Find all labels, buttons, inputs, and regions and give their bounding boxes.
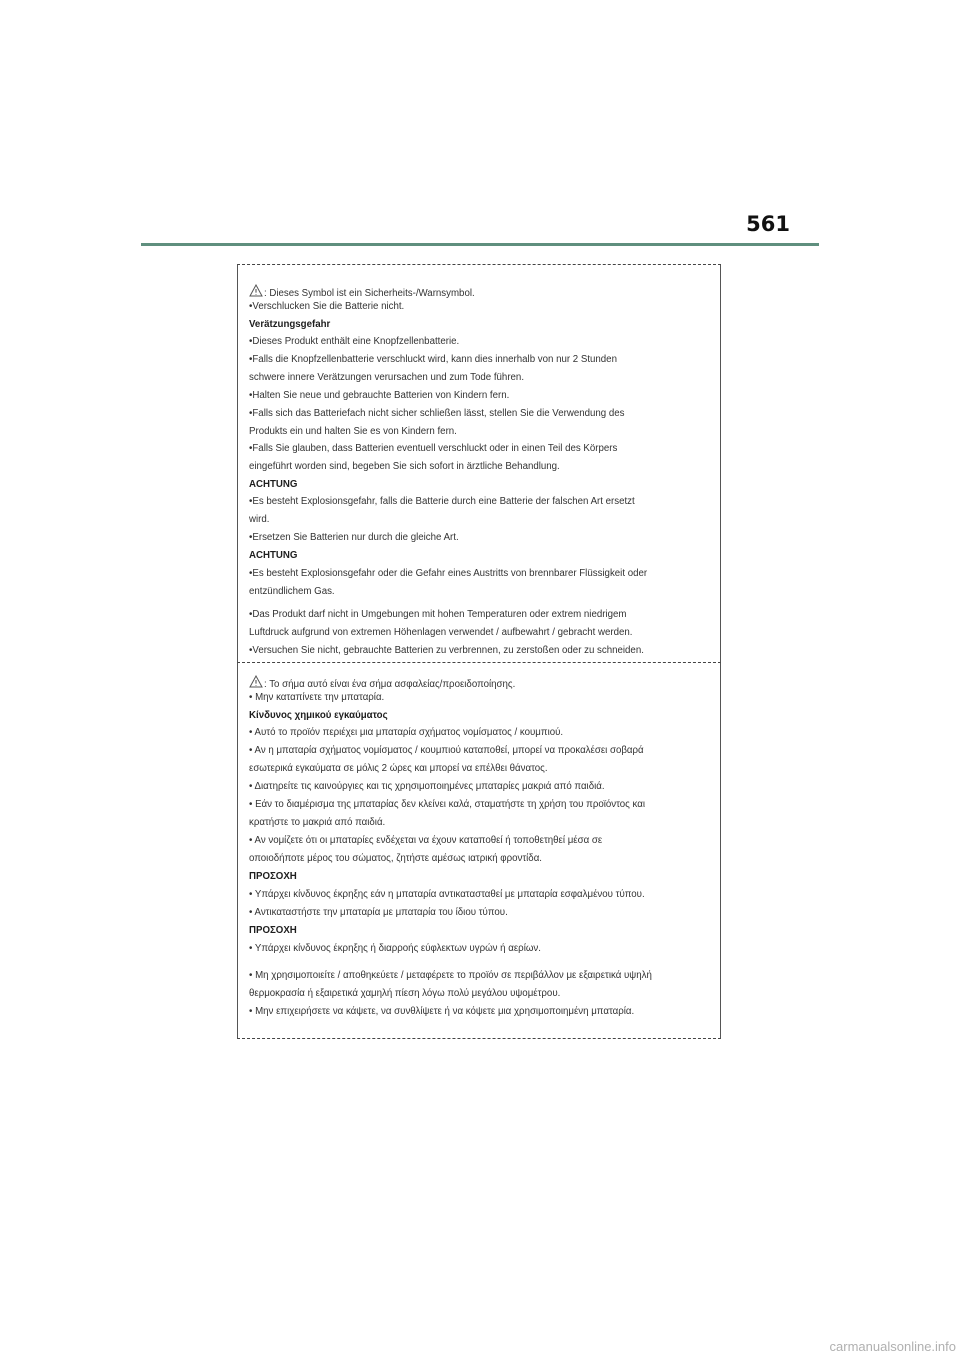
line-text: •Halten Sie neue und gebrauchte Batterien von Kindern fern. — [249, 390, 510, 401]
line-text: •Es besteht Explosionsgefahr oder die Gefahr eines Austritts von brennbarer Flüssigkeit oder — [249, 568, 648, 579]
line-text: ΠΡΟΣΟΧΗ — [249, 925, 297, 936]
line-text: • Αν νομίζετε ότι οι μπαταρίες ενδέχεται να έχουν καταποθεί ή τοποθετηθεί μέσα σε — [249, 835, 603, 846]
line-text: •Es besteht Explosionsgefahr, falls die Batterie durch eine Batterie der falschen Art ersetzt — [249, 496, 635, 507]
warning-text-line — [249, 336, 459, 348]
line-text: • Διατηρείτε τις καινούργιες και τις χρησιμοποιημένες μπαταρίες μακριά από παιδιά. — [249, 781, 605, 792]
warning-text-line — [249, 970, 652, 982]
warning-text-line — [249, 354, 617, 366]
warning-text-line — [249, 390, 509, 402]
warning-text-line — [249, 301, 404, 313]
line-text: εσωτερικά εγκαύματα σε μόλις 2 ώρες και μπορεί να επέλθει θάνατος. — [249, 763, 548, 774]
line-text: • Μην επιχειρήσετε να κάψετε, να συνθλίψετε ή να κόψετε μια χρησιμοποιημένη μπαταρία. — [249, 1006, 635, 1017]
line-text: • Μην καταπίνετε την μπαταρία. — [249, 692, 385, 703]
warning-text-line — [249, 889, 645, 901]
line-text: • Αντικαταστήστε την μπαταρία με μπαταρία του ίδιου τύπου. — [249, 907, 508, 918]
german-warning-panel — [237, 264, 721, 662]
line-text: Verätzungsgefahr — [249, 319, 331, 330]
line-text: οποιοδήποτε μέρος του σώματος, ζητήστε αμέσως ιατρική φροντίδα. — [249, 853, 542, 864]
warning-text-line — [249, 443, 617, 455]
warning-text-line — [249, 943, 541, 955]
line-text: •Verschlucken Sie die Batterie nicht. — [249, 301, 405, 312]
line-text: ACHTUNG — [249, 550, 298, 561]
section-heading — [249, 550, 297, 562]
warning-text-line — [249, 675, 515, 691]
warning-triangle-icon — [249, 284, 263, 297]
page-number: 561 — [746, 212, 790, 236]
line-text: •Versuchen Sie nicht, gebrauchte Batterien zu verbrennen, zu zerstoßen oder zu schneiden. — [249, 645, 644, 656]
section-heading — [249, 479, 297, 491]
line-text: : Dieses Symbol ist ein Sicherheits-/Warnsymbol. — [264, 288, 475, 299]
section-heading — [249, 925, 297, 937]
line-text: schwere innere Verätzungen verursachen und zum Tode führen. — [249, 372, 525, 383]
line-text: ACHTUNG — [249, 479, 298, 490]
warning-text-line — [249, 817, 385, 829]
warning-text-line — [249, 727, 563, 739]
line-text: •Dieses Produkt enthält eine Knopfzellenbatterie. — [249, 336, 460, 347]
warning-text-line — [249, 1006, 634, 1018]
line-text: •Das Produkt darf nicht in Umgebungen mit hohen Temperaturen oder extrem niedrigem — [249, 609, 627, 620]
line-text: •Falls Sie glauben, dass Batterien eventuell verschluckt oder in einen Teil des Körpers — [249, 443, 618, 454]
warning-text-line — [249, 461, 560, 473]
line-text: : Το σήμα αυτό είναι ένα σήμα ασφαλείας/προειδοποίησης. — [264, 679, 516, 690]
line-text: •Falls die Knopfzellenbatterie verschluckt wird, kann dies innerhalb von nur 2 Stunden — [249, 354, 617, 365]
warning-text-line — [249, 408, 624, 420]
warning-text-line — [249, 907, 508, 919]
line-text: ΠΡΟΣΟΧΗ — [249, 871, 297, 882]
warning-text-line — [249, 745, 644, 757]
warning-text-line — [249, 496, 635, 508]
warning-text-line — [249, 645, 644, 657]
line-text: • Υπάρχει κίνδυνος έκρηξης ή διαρροής εύφλεκτων υγρών ή αερίων. — [249, 943, 541, 954]
line-text: entzündlichem Gas. — [249, 586, 335, 597]
warning-text-line — [249, 426, 457, 438]
line-text: •Ersetzen Sie Batterien nur durch die gleiche Art. — [249, 532, 459, 543]
section-heading — [249, 710, 388, 722]
warning-text-line — [249, 514, 269, 526]
line-text: wird. — [249, 514, 270, 525]
line-text: • Μη χρησιμοποιείτε / αποθηκεύετε / μεταφέρετε το προϊόν σε περιβάλλον με εξαιρετικά υψηλή — [249, 970, 652, 981]
section-heading — [249, 319, 330, 331]
warning-text-line — [249, 627, 632, 639]
watermark-text: carmanualsonline.info — [829, 1339, 956, 1354]
warning-triangle-icon — [249, 675, 263, 688]
header-rule — [141, 243, 819, 246]
line-text: eingeführt worden sind, begeben Sie sich sofort in ärztliche Behandlung. — [249, 461, 560, 472]
warning-text-line — [249, 372, 524, 384]
warning-text-line — [249, 763, 548, 775]
warning-text-line — [249, 692, 384, 704]
warning-text-line — [249, 609, 626, 621]
warning-text-line — [249, 988, 560, 1000]
line-text: θερμοκρασία ή εξαιρετικά χαμηλή πίεση λόγω πολύ μεγάλου υψομέτρου. — [249, 988, 561, 999]
warning-text-line — [249, 586, 335, 598]
warning-text-line — [249, 853, 542, 865]
warning-text-line — [249, 781, 605, 793]
line-text: • Υπάρχει κίνδυνος έκρηξης εάν η μπαταρία αντικατασταθεί με μπαταρία εσφαλμένου τύπου. — [249, 889, 645, 900]
line-text: •Falls sich das Batteriefach nicht sicher schließen lässt, stellen Sie die Verwendung des — [249, 408, 625, 419]
line-text: • Αν η μπαταρία σχήματος νομίσματος / κουμπιού καταποθεί, μπορεί να προκαλέσει σοβαρά — [249, 745, 644, 756]
line-text: • Αυτό το προϊόν περιέχει μια μπαταρία σχήματος νομίσματος / κουμπιού. — [249, 727, 564, 738]
line-text: κρατήστε το μακριά από παιδιά. — [249, 817, 386, 828]
greek-warning-panel — [237, 662, 721, 1039]
line-text: • Εάν το διαμέρισμα της μπαταρίας δεν κλείνει καλά, σταματήστε τη χρήση του προϊόντος και — [249, 799, 646, 810]
line-text: Produkts ein und halten Sie es von Kindern fern. — [249, 426, 457, 437]
warning-text-line — [249, 568, 647, 580]
warning-text-line — [249, 799, 645, 811]
warning-text-line — [249, 532, 459, 544]
section-heading — [249, 871, 297, 883]
line-text: Luftdruck aufgrund von extremen Höhenlagen verwendet / aufbewahrt / gebracht werden. — [249, 627, 633, 638]
warning-text-line — [249, 835, 602, 847]
line-text: Κίνδυνος χημικού εγκαύματος — [249, 710, 388, 721]
warning-text-line — [249, 284, 475, 300]
